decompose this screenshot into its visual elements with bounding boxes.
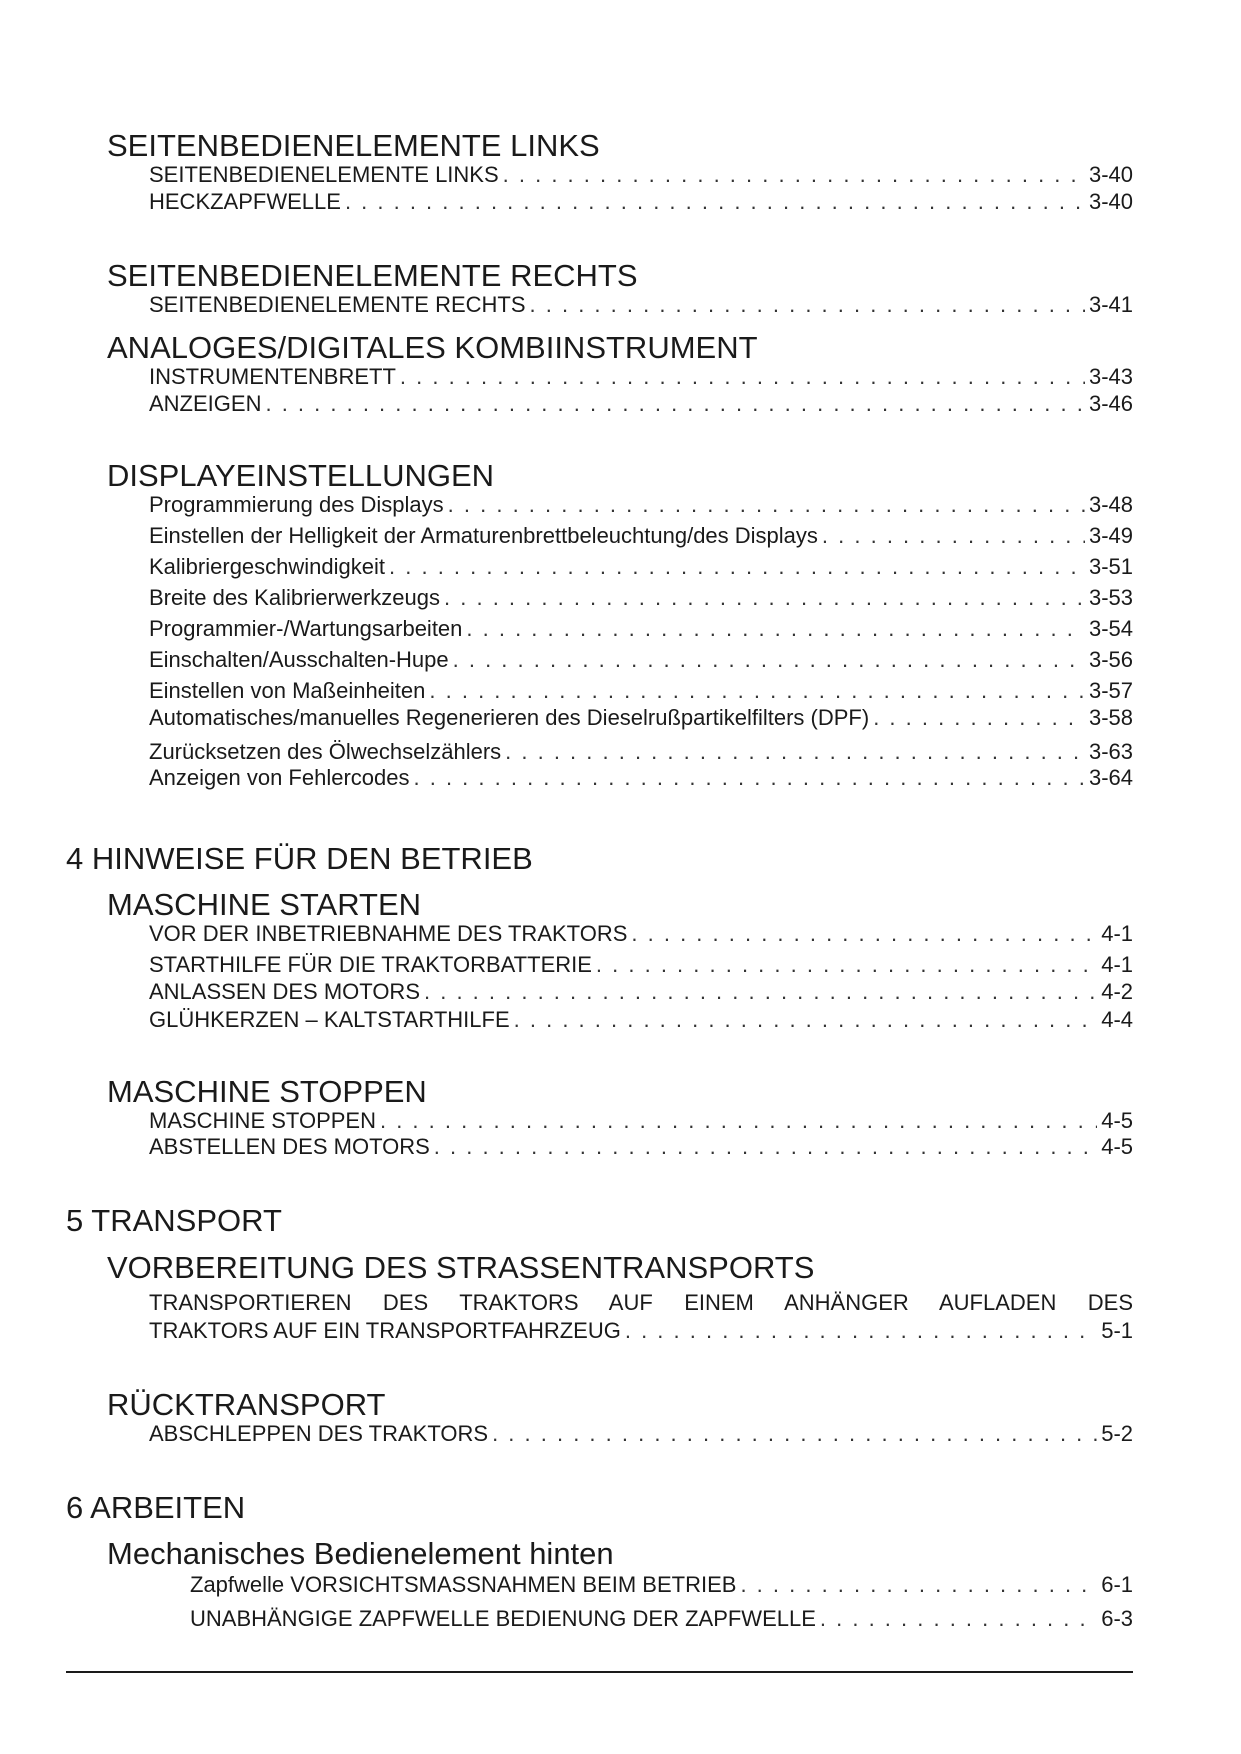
leader-dots [380,1108,1097,1134]
leader-dots [466,616,1085,642]
section-title: DISPLAYEINSTELLUNGEN [107,458,495,493]
toc-entry[interactable] [190,1572,1133,1598]
toc-entry[interactable] [149,1134,1133,1160]
toc-entry-label: Einstellen der Helligkeit der Armaturenbrettbeleuchtung/des Displays [149,523,818,548]
toc-entry[interactable] [149,1318,1133,1344]
section-title: VORBEREITUNG DES STRASSENTRANSPORTS [107,1250,815,1285]
toc-entry-page: 3-40 [1088,162,1133,187]
toc-entry-page: 4-5 [1101,1134,1133,1159]
leader-dots [740,1572,1097,1598]
toc-entry-label: INSTRUMENTENBRETT [149,364,396,389]
chapter-title: 5 TRANSPORT [66,1203,282,1238]
leader-dots [625,1318,1097,1344]
toc-entry[interactable] [149,678,1133,704]
leader-dots [444,585,1085,611]
toc-entry-label: Einstellen von Maßeinheiten [149,678,426,703]
toc-entry-label: MASCHINE STOPPEN [149,1108,376,1133]
toc-entry-label: STARTHILFE FÜR DIE TRAKTORBATTERIE [149,952,592,977]
toc-entry-page: 3-43 [1088,364,1133,389]
toc-entry[interactable] [149,921,1133,947]
section-title: ANALOGES/DIGITALES KOMBIINSTRUMENT [107,330,758,365]
toc-entry-page: 6-3 [1101,1606,1133,1631]
toc-entry[interactable] [149,616,1133,642]
toc-entry[interactable] [190,1606,1133,1632]
toc-entry[interactable] [149,739,1133,765]
toc-entry-page: 3-54 [1088,616,1133,641]
section-title: MASCHINE STOPPEN [107,1074,427,1109]
toc-entry-page: 3-40 [1088,189,1133,214]
toc-entry-page: 3-53 [1088,585,1133,610]
toc-entry[interactable] [149,979,1133,1005]
toc-entry-page: 3-41 [1088,292,1133,317]
toc-entry[interactable] [149,647,1133,673]
toc-entry-label: Kalibriergeschwindigkeit [149,554,386,579]
toc-entry[interactable] [149,364,1133,390]
toc-entry-label: GLÜHKERZEN – KALTSTARTHILFE [149,1007,510,1032]
toc-entry-label: SEITENBEDIENELEMENTE RECHTS [149,292,526,317]
leader-dots [448,492,1085,518]
section-title: SEITENBEDIENELEMENTE LINKS [107,128,600,163]
leader-dots [492,1421,1097,1447]
leader-dots [631,921,1097,947]
toc-entry-page: 4-5 [1101,1108,1133,1133]
leader-dots [345,189,1085,215]
toc-entry[interactable] [149,952,1133,978]
toc-entry-page: 4-2 [1101,979,1133,1004]
toc-entry-label: Anzeigen von Fehlercodes [149,765,410,790]
toc-entry-first-line: TRANSPORTIEREN DES TRAKTORS AUF EINEM ANHÄNGER AUFLADEN DES [149,1290,1133,1315]
leader-dots [429,678,1085,704]
toc-entry-page: 4-1 [1101,921,1133,946]
toc-entry[interactable] [149,492,1133,518]
chapter-title: 6 ARBEITEN [66,1490,246,1525]
toc-entry-page: 3-48 [1088,492,1133,517]
toc-entry[interactable] [149,391,1133,417]
leader-dots [530,292,1085,318]
toc-entry[interactable] [149,162,1133,188]
toc-entry-label: Programmier-/Wartungsarbeiten [149,616,463,641]
toc-entry[interactable] [149,189,1133,215]
leader-dots [596,952,1097,978]
toc-entry-page: 3-57 [1088,678,1133,703]
toc-entry-label: ANZEIGEN [149,391,262,416]
leader-dots [822,523,1085,549]
toc-entry[interactable] [149,554,1133,580]
toc-entry-label: HECKZAPFWELLE [149,189,341,214]
toc-entry-page: 4-1 [1101,952,1133,977]
toc-entry-page: 3-63 [1088,739,1133,764]
toc-entry-label: ABSTELLEN DES MOTORS [149,1134,430,1159]
leader-dots [873,705,1085,731]
toc-entry[interactable] [149,765,1133,791]
toc-entry[interactable] [149,1421,1133,1447]
toc-entry-page: 5-1 [1101,1318,1133,1343]
footer-rule [66,1671,1133,1673]
toc-entry[interactable] [149,523,1133,549]
leader-dots [400,364,1085,390]
toc-entry-page: 3-58 [1088,705,1133,730]
toc-entry-page: 6-1 [1101,1572,1133,1597]
leader-dots [503,162,1085,188]
toc-entry-label: Einschalten/Ausschalten-Hupe [149,647,449,672]
leader-dots [265,391,1084,417]
leader-dots [505,739,1085,765]
toc-entry-page: 3-64 [1088,765,1133,790]
section-title: Mechanisches Bedienelement hinten [107,1536,614,1571]
toc-entry[interactable] [149,1007,1133,1033]
toc-entry-label: Zapfwelle VORSICHTSMASSNAHMEN BEIM BETRIEB [190,1572,737,1597]
leader-dots [820,1606,1097,1632]
toc-entry-label: ABSCHLEPPEN DES TRAKTORS [149,1421,489,1446]
toc-entry[interactable] [149,585,1133,611]
section-title: MASCHINE STARTEN [107,887,422,922]
toc-entry-page: 3-49 [1088,523,1133,548]
toc-entry[interactable] [149,705,1133,731]
toc-entry-label: ANLASSEN DES MOTORS [149,979,420,1004]
chapter-title: 4 HINWEISE FÜR DEN BETRIEB [66,841,533,876]
toc-entry-page: 3-51 [1088,554,1133,579]
toc-entry-label: UNABHÄNGIGE ZAPFWELLE BEDIENUNG DER ZAPFWELLE [190,1606,816,1631]
leader-dots [389,554,1085,580]
leader-dots [514,1007,1098,1033]
toc-entry-page: 4-4 [1101,1007,1133,1032]
toc-entry-label: Zurücksetzen des Ölwechselzählers [149,739,502,764]
leader-dots [453,647,1085,673]
toc-entry-page: 5-2 [1101,1421,1133,1446]
toc-entry[interactable] [149,292,1133,318]
section-title: RÜCKTRANSPORT [107,1387,386,1422]
toc-entry-label: TRAKTORS AUF EIN TRANSPORTFAHRZEUG [149,1318,621,1343]
leader-dots [424,979,1097,1005]
toc-entry[interactable] [149,1108,1133,1134]
section-title: SEITENBEDIENELEMENTE RECHTS [107,258,638,293]
toc-entry-label: Breite des Kalibrierwerkzeugs [149,585,441,610]
toc-entry-label: VOR DER INBETRIEBNAHME DES TRAKTORS [149,921,628,946]
toc-entry-label: Programmierung des Displays [149,492,444,517]
toc-entry-page: 3-46 [1088,391,1133,416]
toc-entry-label: SEITENBEDIENELEMENTE LINKS [149,162,499,187]
leader-dots [434,1134,1097,1160]
toc-entry-page: 3-56 [1088,647,1133,672]
leader-dots [414,765,1085,791]
toc-entry-label: Automatisches/manuelles Regenerieren des Dieselrußpartikelfilters (DPF) [149,705,870,730]
